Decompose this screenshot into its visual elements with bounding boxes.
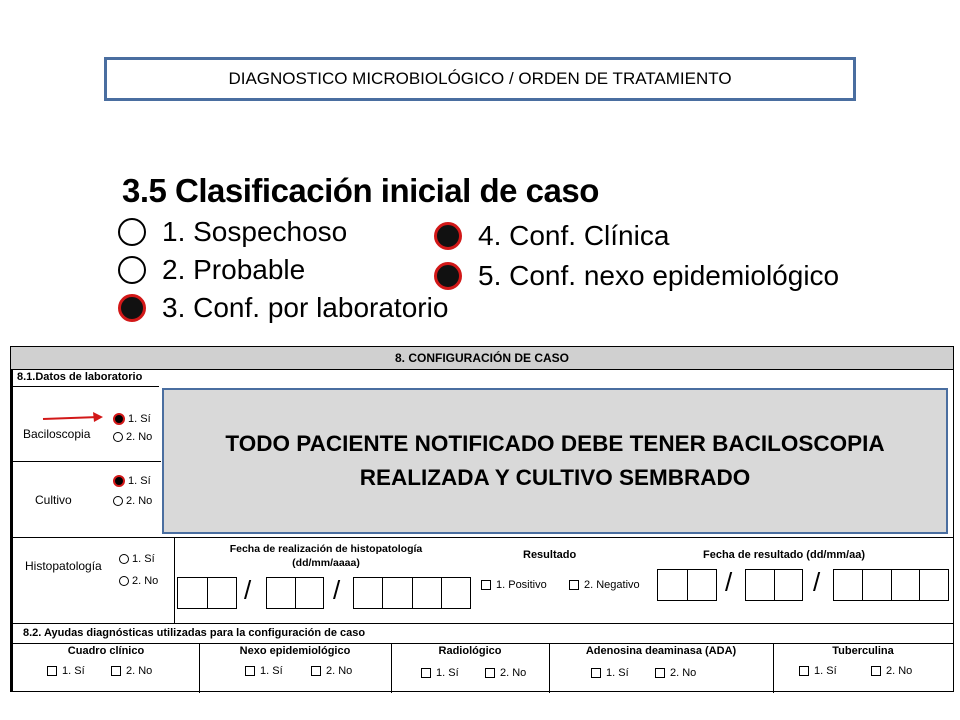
fecha-resultado-anio[interactable] xyxy=(833,569,949,601)
histopatologia-si[interactable]: 1. Sí xyxy=(119,553,155,565)
callout-note xyxy=(162,388,948,534)
cuadro-clinico-si[interactable]: 1. Sí xyxy=(47,665,85,677)
radio-circle-icon xyxy=(118,256,146,284)
histopatologia-no[interactable]: 2. No xyxy=(119,575,158,587)
fecha-resultado-label: Fecha de resultado (dd/mm/aa) xyxy=(703,549,865,561)
ayuda-ada: Adenosina deaminasa (ADA) xyxy=(585,645,737,657)
resultado-label: Resultado xyxy=(523,549,577,561)
radio-filled-icon xyxy=(434,222,462,250)
fecha-realizacion-anio[interactable] xyxy=(353,577,471,609)
option-probable[interactable]: 2. Probable xyxy=(118,254,305,286)
radio-filled-icon xyxy=(113,475,125,487)
radio-icon xyxy=(113,496,123,506)
callout-line-1: TODO PACIENTE NOTIFICADO DEBE TENER BACILOSCOPIA xyxy=(225,431,885,456)
option-conf-nexo[interactable]: 5. Conf. nexo epidemiológico xyxy=(434,260,839,292)
callout-line-2: REALIZADA Y CULTIVO SEMBRADO xyxy=(359,465,751,490)
checkbox-icon xyxy=(245,666,255,676)
cultivo-no[interactable]: 2. No xyxy=(113,495,152,507)
ada-si[interactable]: 1. Sí xyxy=(591,667,629,679)
cultivo-si[interactable]: 1. Sí xyxy=(113,475,151,487)
option-sospechoso[interactable]: 1. Sospechoso xyxy=(118,216,347,248)
case-classification xyxy=(118,172,848,322)
fecha-resultado-mes[interactable] xyxy=(745,569,803,601)
ayudas-title: 8.2. Ayudas diagnósticas utilizadas para la configuración de caso xyxy=(23,627,366,639)
fecha-realizacion-mes[interactable] xyxy=(266,577,324,609)
checkbox-icon xyxy=(655,668,665,678)
checkbox-icon xyxy=(481,580,491,590)
tuberculina-no[interactable]: 2. No xyxy=(871,665,912,677)
radio-icon xyxy=(113,432,123,442)
option-conf-laboratorio[interactable]: 3. Conf. por laboratorio xyxy=(118,292,448,324)
checkbox-icon xyxy=(421,668,431,678)
radio-filled-icon xyxy=(434,262,462,290)
lab-data-title: 8.1.Datos de laboratorio xyxy=(17,371,143,383)
classification-heading: 3.5 Clasificación inicial de caso xyxy=(122,172,599,209)
nexo-no[interactable]: 2. No xyxy=(311,665,352,677)
ada-no[interactable]: 2. No xyxy=(655,667,696,679)
ayuda-radiologico: Radiológico xyxy=(438,645,502,657)
case-configuration-form: 8. CONFIGURACIÓN DE CASO 8.1.Datos de laboratorio Baciloscopia 1. Sí 2. No Cultivo 1. Sí 2. No Histopatología 1. Sí 2. No Fecha de realización de histopatología (dd/mm/aaaa) / / Resultado 1. Positivo 2. Negativo Fecha de resultado (dd/mm/aa) / / 8.2. Ayudas diagnósticas utilizadas para la configuración de caso Cuadro clínico 1. Sí 2. No Nexo epidemiológico 1. Sí 2. No Radiológico 1. Sí 2. No Adenosina deaminasa (ADA) 1. Sí 2. No Tuberculina 1. Sí 2. No xyxy=(10,346,954,692)
checkbox-icon xyxy=(111,666,121,676)
checkbox-icon xyxy=(871,666,881,676)
resultado-positivo[interactable]: 1. Positivo xyxy=(481,579,547,591)
fecha-realizacion-label: Fecha de realización de histopatología xyxy=(229,543,423,555)
checkbox-icon xyxy=(485,668,495,678)
ayuda-nexo: Nexo epidemiológico xyxy=(239,645,351,657)
option-conf-clinica[interactable]: 4. Conf. Clínica xyxy=(434,220,669,252)
fecha-format-label: (dd/mm/aaaa) xyxy=(292,557,360,569)
red-arrow-icon xyxy=(41,411,105,425)
cuadro-clinico-no[interactable]: 2. No xyxy=(111,665,152,677)
cultivo-label: Cultivo xyxy=(35,493,72,507)
checkbox-icon xyxy=(591,668,601,678)
baciloscopia-si[interactable]: 1. Sí xyxy=(113,413,151,425)
section-header: 8. CONFIGURACIÓN DE CASO xyxy=(11,347,953,370)
checkbox-icon xyxy=(311,666,321,676)
checkbox-icon xyxy=(47,666,57,676)
baciloscopia-no[interactable]: 2. No xyxy=(113,431,152,443)
tuberculina-si[interactable]: 1. Sí xyxy=(799,665,837,677)
resultado-negativo[interactable]: 2. Negativo xyxy=(569,579,640,591)
checkbox-icon xyxy=(569,580,579,590)
radio-icon xyxy=(119,576,129,586)
radio-filled-icon xyxy=(118,294,146,322)
baciloscopia-label: Baciloscopia xyxy=(23,427,91,441)
radio-circle-icon xyxy=(118,218,146,246)
radio-icon xyxy=(119,554,129,564)
radiologico-si[interactable]: 1. Sí xyxy=(421,667,459,679)
ayuda-tuberculina: Tuberculina xyxy=(832,645,894,657)
radio-filled-icon xyxy=(113,413,125,425)
slide-title-box xyxy=(104,57,856,101)
histopatologia-label: Histopatología xyxy=(25,559,102,573)
slide-title: DIAGNOSTICO MICROBIOLÓGICO / ORDEN DE TRATAMIENTO xyxy=(228,69,732,88)
ayuda-cuadro-clinico: Cuadro clínico xyxy=(67,645,145,657)
fecha-realizacion-dia[interactable] xyxy=(177,577,237,609)
radiologico-no[interactable]: 2. No xyxy=(485,667,526,679)
fecha-resultado-dia[interactable] xyxy=(657,569,717,601)
nexo-si[interactable]: 1. Sí xyxy=(245,665,283,677)
checkbox-icon xyxy=(799,666,809,676)
